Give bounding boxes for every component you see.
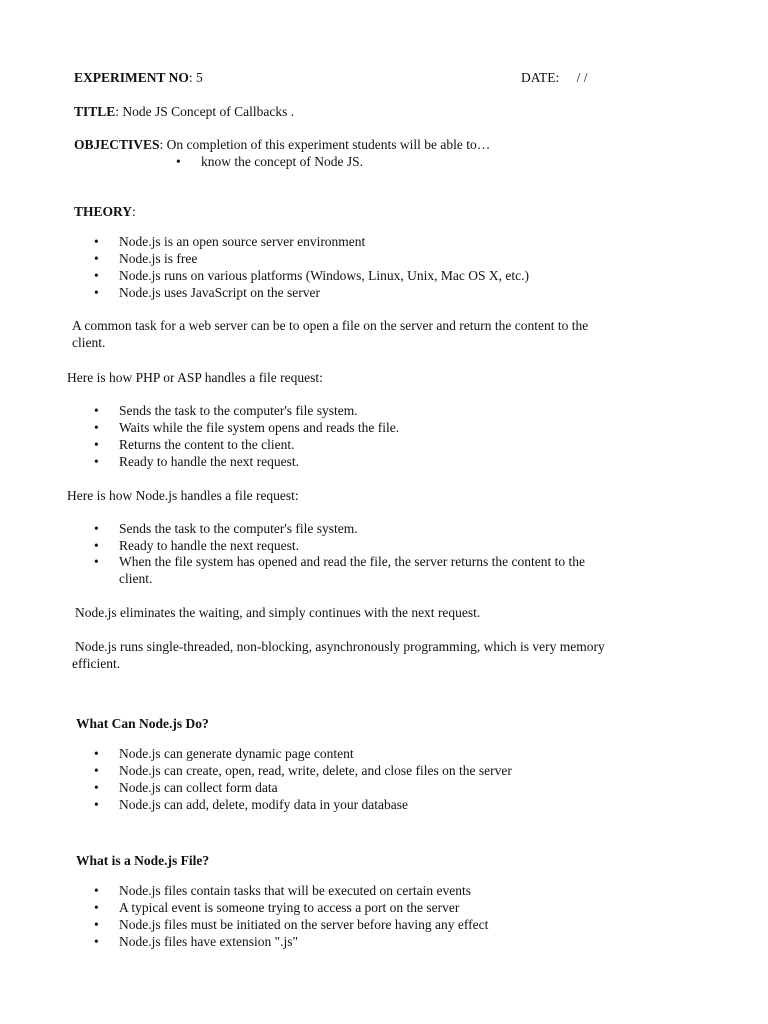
- node-intro: Here is how Node.js handles a file request:: [67, 488, 299, 503]
- title-value: : Node JS Concept of Callbacks .: [115, 104, 295, 119]
- php-intro: Here is how PHP or ASP handles a file request:: [67, 370, 323, 385]
- date-value: / /: [576, 70, 588, 85]
- node-bullet-text: Sends the task to the computer's file system.: [119, 521, 358, 536]
- objectives-value: : On completion of this experiment students will be able to…: [159, 137, 491, 152]
- bullet-glyph: •: [94, 797, 99, 812]
- bullet-glyph: •: [94, 538, 99, 553]
- date-line: [521, 69, 588, 86]
- theory-label: THEORY: [74, 204, 133, 219]
- node-bullet-text: Ready to handle the next request.: [119, 538, 299, 553]
- what-can-heading: What Can Node.js Do?: [76, 716, 209, 731]
- what-is-file-bullet-text: Node.js files must be initiated on the server before having any effect: [119, 917, 489, 932]
- bullet-glyph: •: [94, 251, 99, 266]
- what-is-file-heading: What is a Node.js File?: [76, 853, 210, 868]
- theory-heading: [74, 203, 136, 220]
- node-bullet-continuation: client.: [119, 571, 153, 586]
- bullet-glyph: •: [94, 285, 99, 300]
- php-bullet-text: Waits while the file system opens and reads the file.: [119, 420, 400, 435]
- bullet-glyph: •: [94, 763, 99, 778]
- php-bullet-text: Returns the content to the client.: [119, 437, 295, 452]
- what-is-file-bullet-text: A typical event is someone trying to access a port on the server: [119, 900, 460, 915]
- experiment-number-line: [74, 69, 203, 86]
- eliminates-text: Node.js eliminates the waiting, and simply continues with the next request.: [75, 605, 481, 620]
- date-label: DATE:: [521, 70, 560, 85]
- bullet-glyph: •: [94, 554, 99, 569]
- bullet-glyph: •: [94, 268, 99, 283]
- title-label: TITLE: [74, 104, 116, 119]
- bullet-glyph: •: [94, 780, 99, 795]
- single-thread-line-2: efficient.: [72, 656, 121, 671]
- what-can-bullet-text: Node.js can add, delete, modify data in your database: [119, 797, 409, 812]
- php-bullet-text: Ready to handle the next request.: [119, 454, 299, 469]
- what-can-bullet-text: Node.js can create, open, read, write, delete, and close files on the server: [119, 763, 512, 778]
- title-line: [74, 103, 294, 120]
- what-can-bullet-text: Node.js can generate dynamic page content: [119, 746, 354, 761]
- bullet-glyph: •: [94, 746, 99, 761]
- what-is-file-bullet-text: Node.js files contain tasks that will be executed on certain events: [119, 883, 472, 898]
- experiment-value: : 5: [188, 70, 203, 85]
- bullet-glyph: •: [94, 437, 99, 452]
- common-task-line-2: client.: [72, 335, 106, 350]
- theory-bullet-text: Node.js uses JavaScript on the server: [119, 285, 320, 300]
- theory-bullet-text: Node.js is an open source server environment: [119, 234, 366, 249]
- single-thread-line-1: Node.js runs single-threaded, non-blocking, asynchronously programming, which is very memory: [75, 639, 605, 654]
- bullet-glyph: •: [176, 154, 181, 169]
- theory-bullet-text: Node.js is free: [119, 251, 198, 266]
- bullet-glyph: •: [94, 521, 99, 536]
- objectives-label: OBJECTIVES: [74, 137, 160, 152]
- php-bullet-text: Sends the task to the computer's file system.: [119, 403, 358, 418]
- bullet-glyph: •: [94, 234, 99, 249]
- common-task-line-1: A common task for a web server can be to open a file on the server and return the content to the: [72, 318, 589, 333]
- bullet-glyph: •: [94, 454, 99, 469]
- bullet-glyph: •: [94, 883, 99, 898]
- what-is-file-bullet-text: Node.js files have extension ".js": [119, 934, 298, 949]
- bullet-glyph: •: [94, 403, 99, 418]
- bullet-glyph: •: [94, 917, 99, 932]
- theory-colon: :: [132, 204, 136, 219]
- bullet-glyph: •: [94, 900, 99, 915]
- bullet-glyph: •: [94, 934, 99, 949]
- experiment-label: EXPERIMENT NO: [74, 70, 189, 85]
- node-bullet-text: When the file system has opened and read the file, the server returns the content to the: [119, 554, 585, 569]
- objectives-bullet-text: know the concept of Node JS.: [201, 154, 363, 169]
- theory-bullet-text: Node.js runs on various platforms (Windows, Linux, Unix, Mac OS X, etc.): [119, 268, 530, 283]
- bullet-glyph: •: [94, 420, 99, 435]
- objectives-line: [74, 136, 490, 153]
- what-can-bullet-text: Node.js can collect form data: [119, 780, 278, 795]
